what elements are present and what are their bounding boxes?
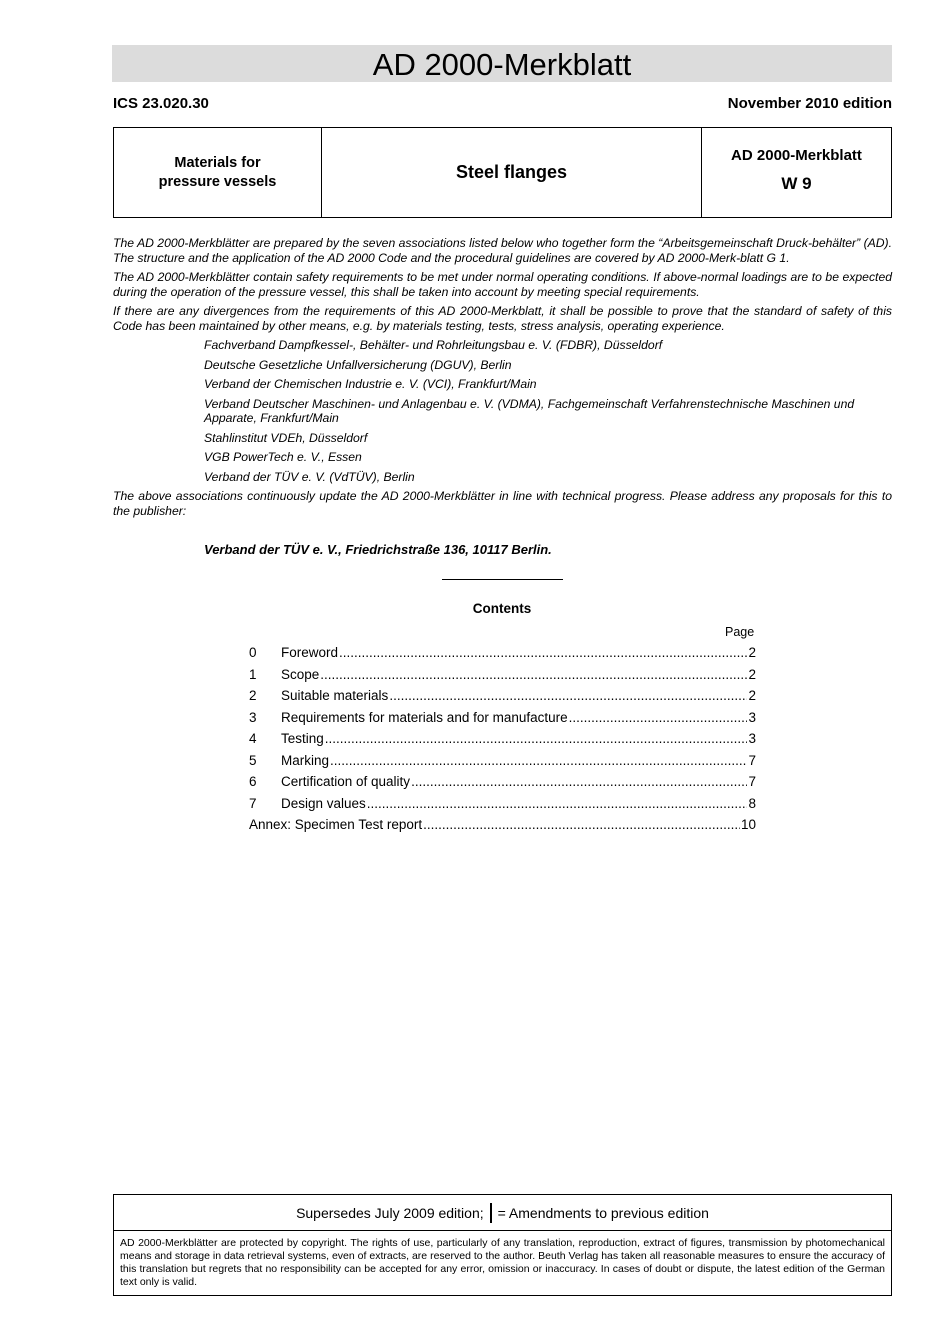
- toc-leader: [367, 796, 748, 811]
- toc-number: 4: [249, 731, 257, 746]
- document-title: AD 2000-Merkblatt: [112, 45, 892, 82]
- toc-page: 3: [748, 709, 756, 725]
- intro-section: [113, 236, 892, 523]
- toc-number: 2: [249, 688, 257, 703]
- intro-paragraph-2: The AD 2000-Merkblätter contain safety requirements to be met under normal operating conditions. If above-normal loadings are to be expected during the operation of the pressure vessel, this shall be taken into account by meeting special requirements.: [113, 270, 892, 299]
- toc-entry-annex[interactable]: [249, 817, 756, 839]
- toc-page: 2: [748, 645, 756, 660]
- section-divider: [442, 579, 563, 580]
- code-cell: [702, 128, 891, 217]
- toc-number: 7: [249, 795, 257, 811]
- toc-page: 2: [748, 688, 756, 703]
- toc-number: 1: [249, 666, 257, 682]
- amendment-bar-icon: [490, 1203, 492, 1223]
- footer-box: [113, 1194, 892, 1296]
- toc-title: Foreword: [281, 645, 339, 660]
- toc-leader: [325, 731, 748, 746]
- toc-leader: [330, 753, 747, 768]
- toc-number: 5: [249, 752, 257, 768]
- publisher-address: Verband der TÜV e. V., Friedrichstraße 136, 10117 Berlin.: [204, 542, 552, 557]
- toc-page: 10: [740, 817, 756, 832]
- toc-entry-suitable-materials[interactable]: [249, 688, 756, 710]
- toc-page: 3: [748, 731, 756, 746]
- toc-title: Requirements for materials and for manufacture: [281, 709, 568, 725]
- association-item: Fachverband Dampfkessel-, Behälter- und Rohrleitungsbau e. V. (FDBR), Düsseldorf: [204, 338, 663, 352]
- toc-leader: [320, 667, 747, 682]
- association-list: [204, 338, 892, 484]
- association-item: Verband der Chemischen Industrie e. V. (VCI), Frankfurt/Main: [204, 377, 537, 391]
- toc-number: 3: [249, 709, 257, 725]
- supersedes-line: [114, 1195, 891, 1231]
- category-line-2: pressure vessels: [158, 173, 277, 190]
- association-item: Verband Deutscher Maschinen- und Anlagenbau e. V. (VDMA), Fachgemeinschaft Verfahrenstechnische Maschinen und Apparate, Frankfurt/Main: [204, 396, 855, 425]
- toc-entry-marking[interactable]: [249, 753, 756, 775]
- toc-title: Certification of quality: [281, 774, 411, 789]
- code-series: AD 2000-Merkblatt: [731, 147, 862, 164]
- toc-entry-certification[interactable]: [249, 774, 756, 796]
- toc-entry-requirements[interactable]: [249, 710, 756, 732]
- toc-title: Annex: Specimen Test report: [249, 817, 423, 832]
- category-line-1: Materials for: [174, 154, 261, 171]
- toc-entry-design-values[interactable]: [249, 796, 756, 818]
- toc-page: 2: [748, 666, 756, 682]
- ics-code: ICS 23.020.30: [113, 95, 209, 112]
- toc-leader: [339, 645, 747, 660]
- edition-date: November 2010 edition: [727, 95, 892, 112]
- toc-leader: [389, 688, 747, 703]
- association-item: Stahlinstitut VDEh, Düsseldorf: [204, 430, 368, 445]
- toc-entry-testing[interactable]: [249, 731, 756, 753]
- toc-page: 8: [748, 795, 756, 811]
- copyright-notice: AD 2000-Merkblätter are protected by copyright. The rights of use, particularly of any translation, reproduction, extract of figures, transmission by photomechanical means and storage in data retrieval systems, even of extracts, are reserved to the author. Beuth Verlag has taken all reasonable measures to ensure the accuracy of this translation but regrets that no responsibility can be accepted for any error, omission or inaccuracy. In cases of doubt or dispute, the latest edition of the German text only is valid.: [120, 1237, 885, 1288]
- toc-title: Marking: [281, 752, 330, 768]
- amendments-text: = Amendments to previous edition: [497, 1204, 709, 1221]
- intro-paragraph-1: The AD 2000-Merkblätter are prepared by the seven associations listed below who together form the “Arbeitsgemeinschaft Druck-behälter” (AD). The structure and the application of the AD 2000 Code and the procedural guidelines are covered by AD 2000-Merk-blatt G 1.: [113, 236, 892, 265]
- toc-leader: [569, 710, 748, 725]
- toc-title: Testing: [281, 731, 324, 746]
- intro-paragraph-3: If there are any divergences from the requirements of this AD 2000-Merkblatt, it shall be possible to prove that the standard of safety of this Code has been maintained by other means, e.g. by materials testing, tests, stress analysis, operating experience.: [113, 304, 892, 333]
- supersedes-text: Supersedes July 2009 edition;: [296, 1204, 484, 1221]
- header-table: [113, 127, 892, 218]
- association-item: Verband der TÜV e. V. (VdTÜV), Berlin: [204, 469, 415, 484]
- intro-paragraph-4: The above associations continuously update the AD 2000-Merkblätter in line with technical progress. Please address any proposals for this to the publisher:: [113, 489, 892, 518]
- toc-number: 0: [249, 645, 257, 660]
- toc-page: 7: [748, 752, 756, 768]
- code-number: W 9: [781, 174, 812, 193]
- toc-entry-scope[interactable]: [249, 667, 756, 689]
- association-item: VGB PowerTech e. V., Essen: [204, 450, 362, 464]
- toc-title: Scope: [281, 666, 320, 682]
- toc-entry-foreword[interactable]: [249, 645, 756, 667]
- toc-title: Design values: [281, 795, 366, 811]
- table-of-contents: [249, 645, 756, 839]
- toc-number: 6: [249, 774, 257, 789]
- toc-title: Suitable materials: [281, 688, 389, 703]
- toc-leader: [411, 774, 747, 789]
- category-cell: [114, 128, 322, 217]
- contents-heading: Contents: [472, 601, 532, 616]
- toc-leader: [423, 817, 740, 832]
- association-item: Deutsche Gesetzliche Unfallversicherung (DGUV), Berlin: [204, 357, 512, 372]
- page-column-label: Page: [725, 625, 755, 639]
- toc-page: 7: [748, 774, 756, 789]
- subject-cell: Steel flanges: [322, 128, 702, 217]
